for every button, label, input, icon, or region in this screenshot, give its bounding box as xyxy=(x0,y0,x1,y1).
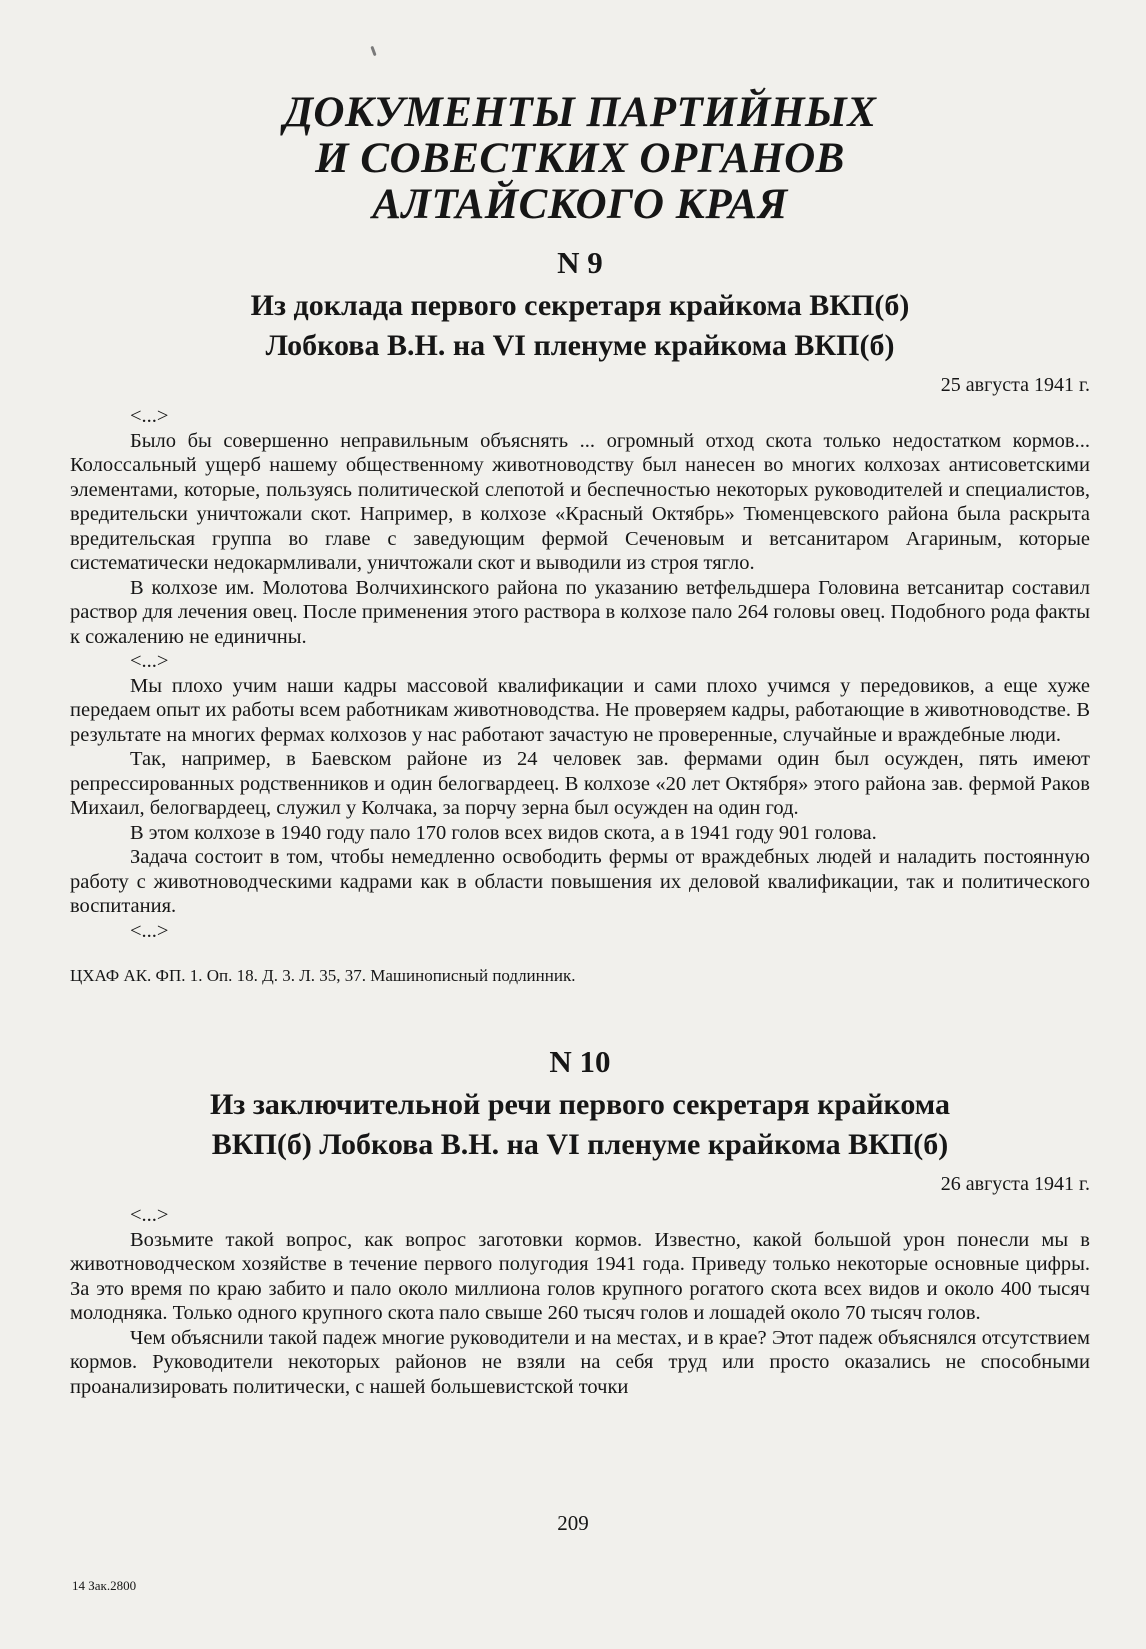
paragraph: В этом колхозе в 1940 году пало 170 голов всех видов скота, а в 1941 году 901 голова. xyxy=(130,821,877,844)
omission-mark: <...> xyxy=(130,405,169,427)
section-title-line: ДОКУМЕНТЫ ПАРТИЙНЫХ xyxy=(283,89,877,136)
section-title-line: И СОВЕСТКИХ ОРГАНОВ xyxy=(315,135,845,182)
document-heading-line: Из заключительной речи первого секретаря крайкома xyxy=(209,1088,951,1121)
page-number: 209 xyxy=(557,1511,589,1535)
document-number: N 9 xyxy=(557,245,603,280)
paragraph: Так, например, в Баевском районе из 24 человек зав. фермами один был осужден, пять имеют репрессированных родственников и один белогвардеец. В колхозе «20 лет Октября» этого района зав. фермой Раков Михаил, белогвардеец, служил у Колчака, за порчу зерна был осужден на один год. xyxy=(70,748,1090,819)
section-title xyxy=(70,90,1090,228)
archive-source: ЦХАФ АК. ФП. 1. Оп. 18. Д. 3. Л. 35, 37. Машинописный подлинник. xyxy=(70,966,576,985)
print-mark: 14 Зак.2800 xyxy=(72,1578,137,1593)
omission-mark: <...> xyxy=(130,650,169,672)
document-heading-line: Из доклада первого секретаря крайкома ВКП(б) xyxy=(250,289,910,322)
paragraph: Было бы совершенно неправильным объяснять ... огромный отход скота только недостатком кормов... Колоссальный ущерб нашему общественному животноводству был нанесен во многих колхозах антисоветскими элементами, которые, пользуясь политической слепотой и беспечностью некоторых руководителей и специалистов, вредительски уничтожали скот. Например, в колхозе «Красный Октябрь» Тюменцевского района была раскрыта вредительская группа во главе с заведующим фермой Сеченовым и ветсанитаром Агариным, которые систематически недокармливали, уничтожали скот и выводили из строя тягло. xyxy=(70,429,1090,574)
paragraph: В колхозе им. Молотова Волчихинского района по указанию ветфельдшера Головина ветсанитар составил раствор для лечения овец. После применения этого раствора в колхозе пало 264 головы овец. Подобного рода факты к сожалению не единичны. xyxy=(70,576,1090,648)
scan-speck xyxy=(370,46,376,56)
page-content xyxy=(70,90,1090,1399)
document-10 xyxy=(70,1043,1090,1399)
paragraph: Мы плохо учим наши кадры массовой квалификации и сами плохо учимся у передовиков, а еще хуже передаем опыт их работы всем работникам животноводства. Не проверяем кадры, работающие в животноводстве. В результате на многих фермах колхозов у нас работают зачастую не проверенные, случайные и враждебные люди. xyxy=(70,674,1090,746)
document-heading xyxy=(70,286,1090,366)
document-date: 26 августа 1941 г. xyxy=(940,1173,1090,1195)
document-number: N 10 xyxy=(549,1044,611,1079)
section-title-line: АЛТАЙСКОГО КРАЯ xyxy=(372,181,788,228)
document-9 xyxy=(70,244,1090,987)
paragraph: Чем объяснили такой падеж многие руководители и на местах, и в крае? Этот падеж объяснялся отсутствием кормов. Руководители некоторых районов не взяли на себя труд или просто оказались не способными проанализировать политически, с нашей большевистской точки xyxy=(70,1326,1090,1398)
document-heading xyxy=(70,1085,1090,1165)
omission-mark: <...> xyxy=(130,919,169,942)
document-heading-line: Лобкова В.Н. на VI пленуме крайкома ВКП(б) xyxy=(265,329,895,362)
spacer xyxy=(70,987,1090,1043)
document-heading-line: ВКП(б) Лобкова В.Н. на VI пленуме крайкома ВКП(б) xyxy=(211,1128,949,1161)
paragraph: Возьмите такой вопрос, как вопрос заготовки кормов. Известно, какой большой урон понесли мы в животноводческом хозяйстве в течение первого полугодия 1941 года. Приведу только некоторые основные цифры. За это время по краю забито и пало около миллиона голов крупного рогатого скота всех видов и около 400 тысяч молодняка. Только одного крупного скота пало свыше 260 тысяч голов и лошадей около 70 тысяч голов. xyxy=(70,1228,1090,1324)
paragraph: Задача состоит в том, чтобы немедленно освободить фермы от враждебных людей и наладить постоянную работу с животноводческими кадрами как в области повышения их деловой квалификации, так и политического воспитания. xyxy=(70,846,1090,917)
document-date: 25 августа 1941 г. xyxy=(940,374,1090,396)
omission-mark: <...> xyxy=(130,1204,169,1226)
